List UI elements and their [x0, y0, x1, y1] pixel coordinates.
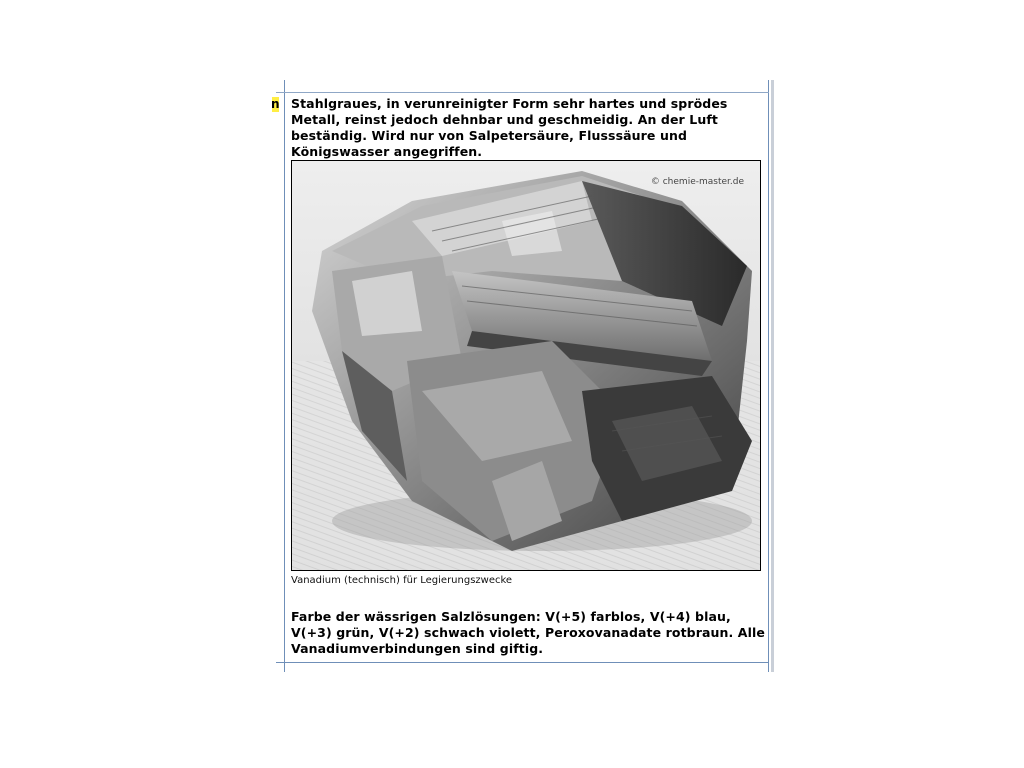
table-row-border-bottom — [276, 662, 769, 663]
properties-paragraph: Stahlgraues, in verunreinigter Form sehr hartes und sprödes Metall, reinst jedoch dehnbar und geschmeidig. An der Luft beständig. Wird nur von Salpetersäure, Flusssäure und Königswasser angegriffen. — [291, 96, 728, 159]
blank-area — [0, 672, 1024, 768]
table-border-right — [768, 80, 769, 672]
scrollbar-track[interactable] — [771, 80, 774, 672]
table-border-left — [284, 80, 285, 672]
vanadium-photo — [291, 160, 761, 571]
table-row-border-top — [276, 92, 769, 93]
row-marker-highlight: n — [271, 97, 280, 111]
vanadium-crystal-image — [292, 161, 760, 570]
photo-watermark: © chemie-master.de — [650, 177, 744, 187]
solutions-paragraph: Farbe der wässrigen Salzlösungen: V(+5) farblos, V(+4) blau, V(+3) grün, V(+2) schwach violett, Peroxovanadate rotbraun. Alle Vanadiumverbindungen sind giftig. — [291, 609, 765, 656]
photo-caption: Vanadium (technisch) für Legierungszwecke — [291, 575, 513, 586]
